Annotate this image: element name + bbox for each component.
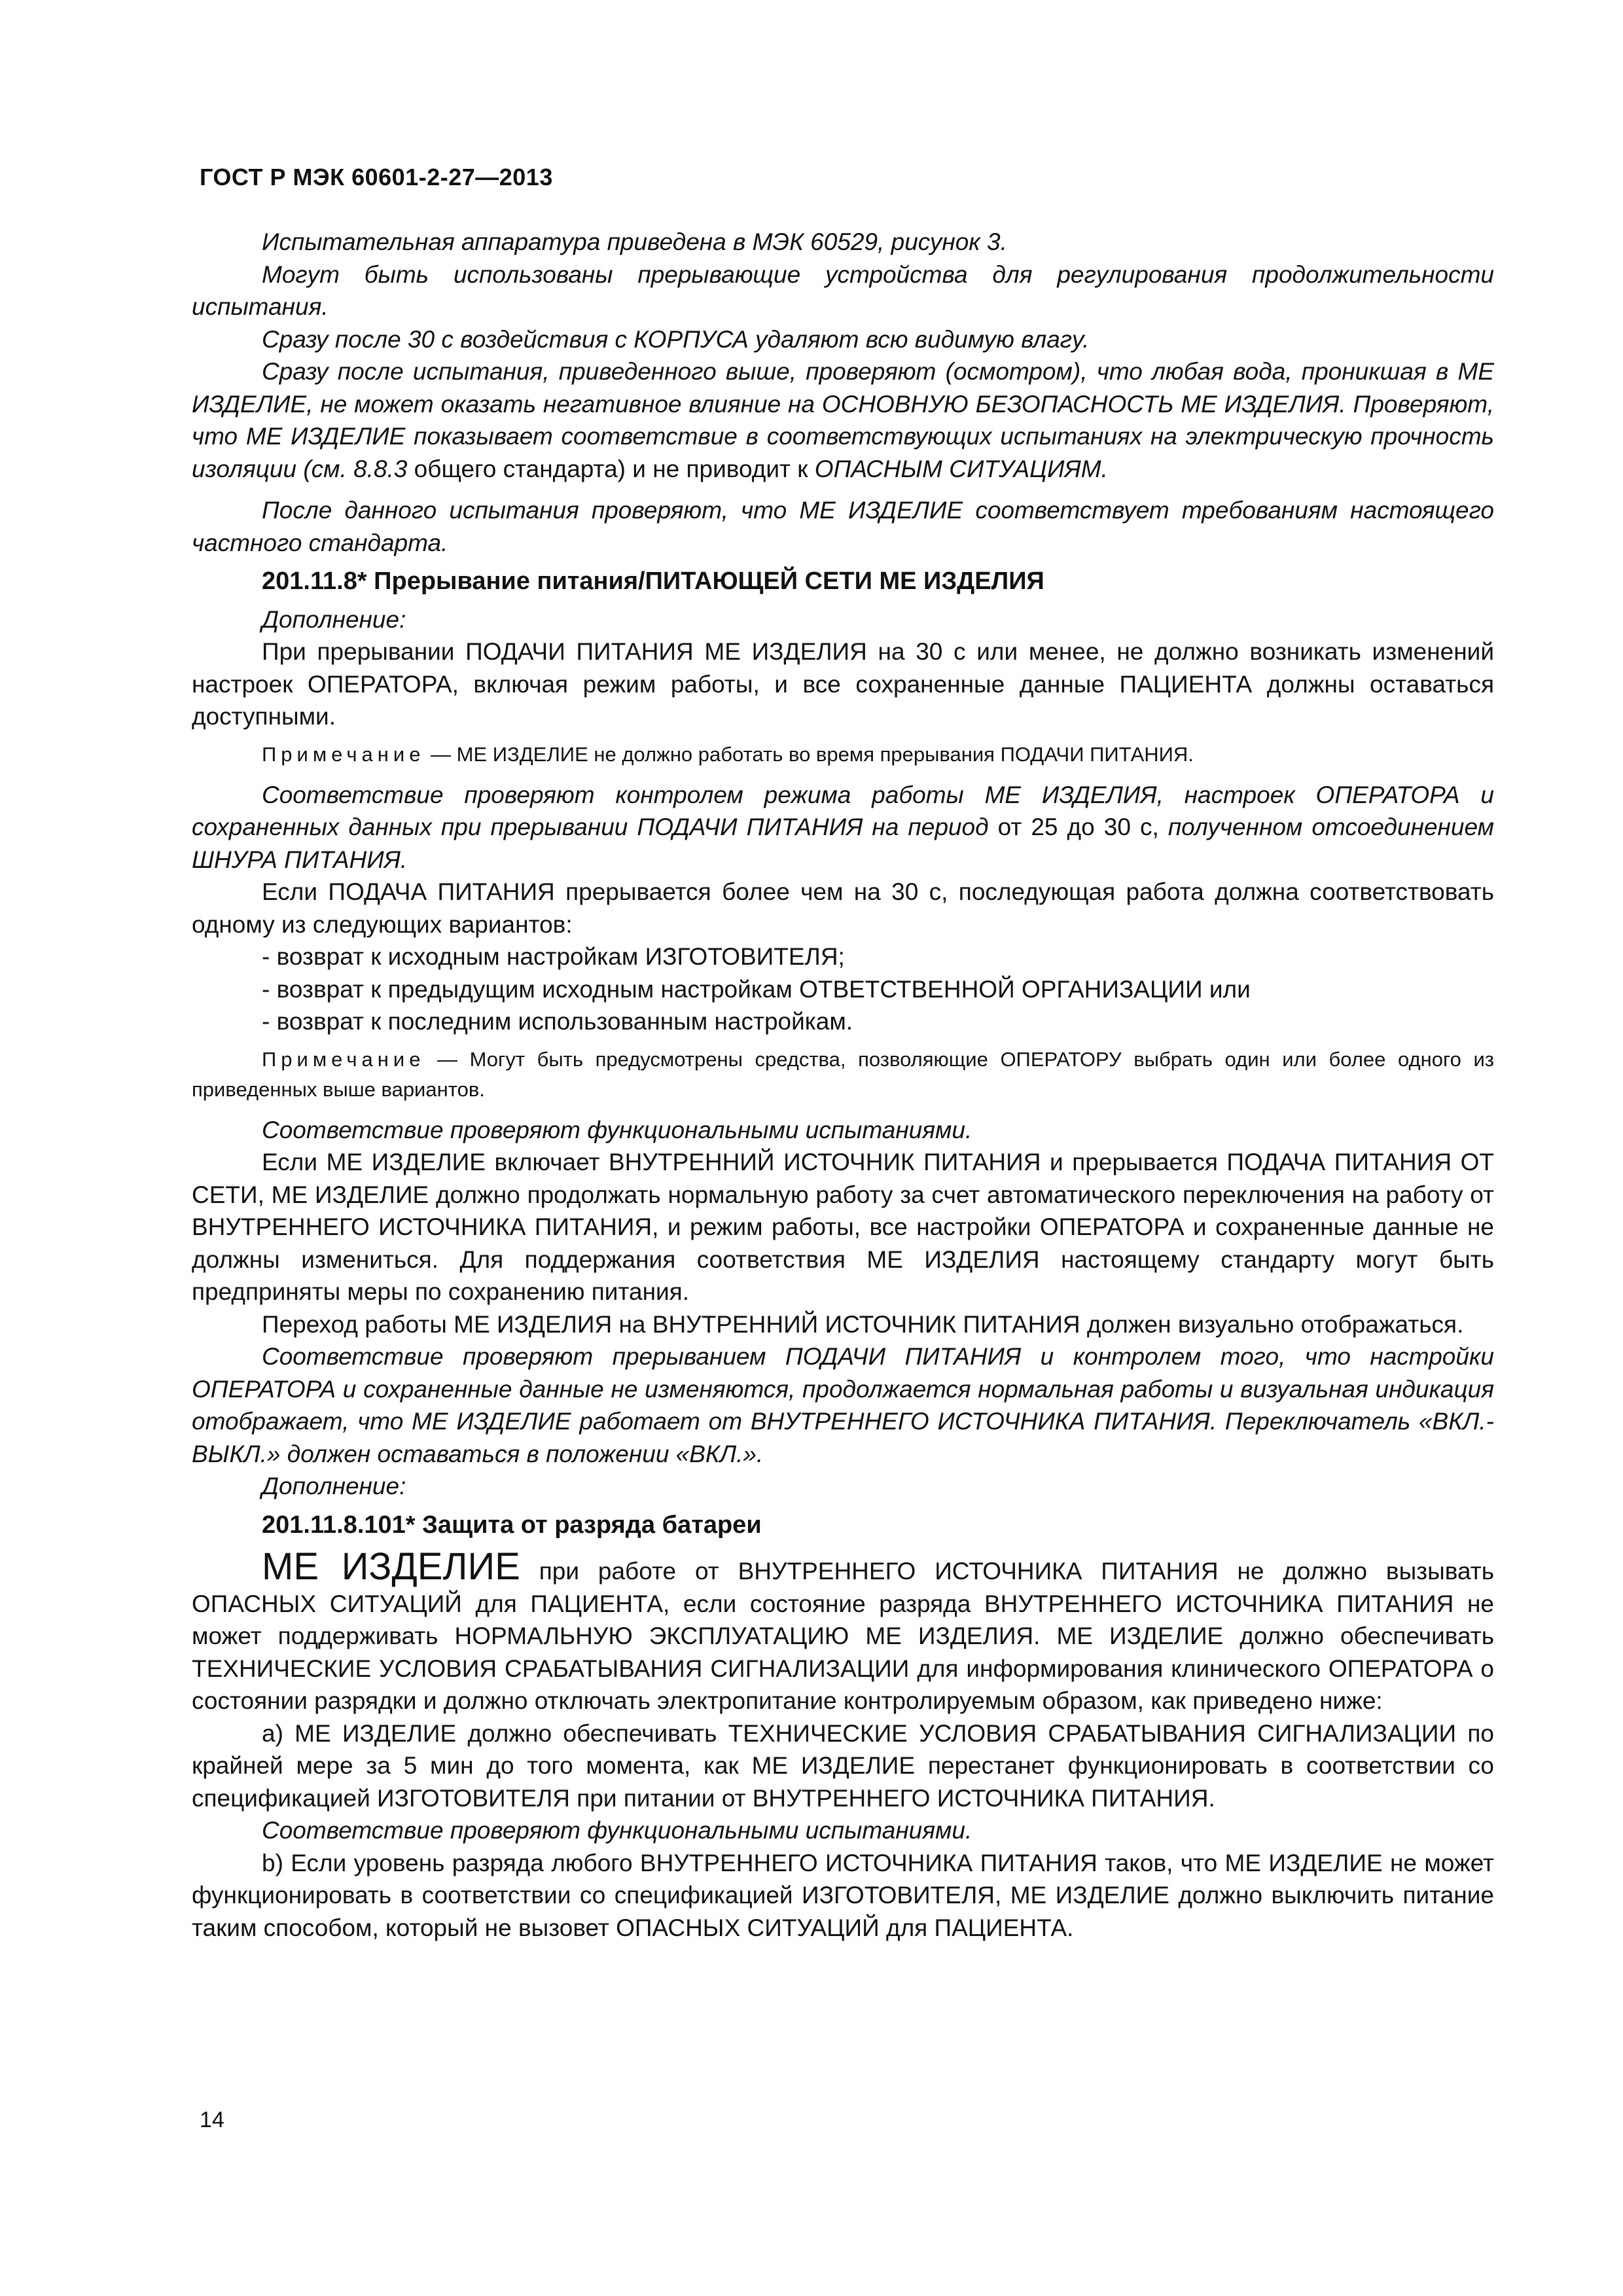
list-item: - возврат к последним использованным настройкам.: [262, 1008, 853, 1035]
paragraph: Сразу после 30 с воздействия с КОРПУСА удаляют всю видимую влагу.: [262, 325, 1090, 353]
paragraph-lead-term: МЕ ИЗДЕЛИЕ: [262, 1545, 520, 1588]
paragraph: Соответствие проверяют функциональными испытаниями.: [262, 1116, 972, 1143]
addition-label: Дополнение:: [262, 1473, 406, 1499]
note-label: Примечание: [262, 1047, 425, 1071]
paragraph-italic-part: Соответствие проверяют контролем режима работы МЕ ИЗДЕЛИЯ, настроек ОПЕРАТОРА и сохраненных данных при прерывании ПОДАЧИ ПИТАНИЯ на период: [192, 781, 1494, 840]
paragraph: Если МЕ ИЗДЕЛИЕ включает ВНУТРЕННИЙ ИСТОЧНИК ПИТАНИЯ и прерывается ПОДАЧА ПИТАНИЯ ОТ СЕТИ, МЕ ИЗДЕЛИЕ должно продолжать нормальную работу за счет автоматического переключения на работу от ВНУТРЕННЕГО ИСТОЧНИКА ПИТАНИЯ, и режим работы, все настройки ОПЕРАТОРА и сохраненные данные не должны измениться. Для поддержания соответствия МЕ ИЗДЕЛИЯ настоящему стандарту могут быть предприняты меры по сохранению питания.: [192, 1149, 1494, 1305]
paragraph-text: при работе от ВНУТРЕННЕГО ИСТОЧНИКА ПИТАНИЯ не должно вызывать ОПАСНЫХ СИТУАЦИЙ для ПАЦИЕНТА, если состояние разряда ВНУТРЕННЕГО ИСТОЧНИКА ПИТАНИЯ не может поддерживать НОРМАЛЬНУЮ ЭКСПЛУАТАЦИЮ МЕ ИЗДЕЛИЯ. МЕ ИЗДЕЛИЕ должно обеспечивать ТЕХНИЧЕСКИЕ УСЛОВИЯ СРАБАТЫВАНИЯ СИГНАЛИЗАЦИИ для информирования клинического ОПЕРАТОРА о состоянии разрядки и должно отключать электропитание контролируемым образом, как приведено ниже:: [192, 1558, 1494, 1714]
paragraph: Могут быть использованы прерывающие устройства для регулирования продолжительности испытания.: [192, 260, 1494, 320]
paragraph: [192, 779, 1494, 876]
note-label: Примечание: [262, 742, 425, 766]
section-heading: 201.11.8.101* Защита от разряда батареи: [262, 1511, 762, 1539]
paragraph: После данного испытания проверяют, что МЕ ИЗДЕЛИЕ соответствует требованиям настоящего частного стандарта.: [192, 497, 1494, 556]
note-text: — МЕ ИЗДЕЛИЕ не должно работать во время прерывания ПОДАЧИ ПИТАНИЯ.: [425, 742, 1194, 766]
addition-label: Дополнение:: [262, 605, 406, 633]
paragraph: Соответствие проверяют функциональными испытаниями.: [262, 1817, 972, 1844]
paragraph-roman-part: от 25 до 30 с,: [988, 814, 1168, 840]
paragraph-italic-part: полученном отсоединением ШНУРА ПИТАНИЯ.: [192, 814, 1494, 873]
paragraph: Если ПОДАЧА ПИТАНИЯ прерывается более чем на 30 с, последующая работа должна соответствовать одному из следующих вариантов:: [192, 878, 1494, 938]
options-list: [192, 941, 1494, 1038]
paragraph-italic-part: Сразу после испытания, приведенного выше, проверяют (осмотром), что любая вода, проникшая в МЕ ИЗДЕЛИЕ, не может оказать негативное влияние на ОСНОВНУЮ БЕЗОПАСНОСТЬ МЕ ИЗДЕЛИЯ. Проверяют, что МЕ ИЗДЕЛИЕ показывает соответствие в соответствующих испытаниях на электрическую прочность изоляции (см. 8.8.3: [192, 358, 1494, 482]
paragraph: Испытательная аппаратура приведена в МЭК 60529, рисунок 3.: [262, 228, 1007, 255]
paragraph: b) Если уровень разряда любого ВНУТРЕННЕГО ИСТОЧНИКА ПИТАНИЯ таков, что МЕ ИЗДЕЛИЕ не может функционировать в соответствии со спецификацией ИЗГОТОВИТЕЛЯ, МЕ ИЗДЕЛИЕ должно выключить питание таким способом, который не вызовет ОПАСНЫХ СИТУАЦИЙ для ПАЦИЕНТА.: [192, 1849, 1494, 1941]
list-item: - возврат к предыдущим исходным настройкам ОТВЕТСТВЕННОЙ ОРГАНИЗАЦИИ или: [262, 975, 1251, 1003]
page-number: 14: [200, 2108, 224, 2132]
paragraph-roman-part: общего стандарта) и не приводит к: [407, 455, 815, 482]
paragraph-italic-part: ОПАСНЫМ СИТУАЦИЯМ.: [814, 455, 1108, 482]
note: [192, 740, 1494, 770]
list-item: - возврат к исходным настройкам ИЗГОТОВИТЕЛЯ;: [262, 943, 845, 970]
document-body: [192, 226, 1494, 1944]
paragraph: [192, 1545, 1494, 1717]
paragraph: [192, 355, 1494, 485]
paragraph: Переход работы МЕ ИЗДЕЛИЯ на ВНУТРЕННИЙ ИСТОЧНИК ПИТАНИЯ должен визуально отображаться.: [262, 1310, 1464, 1338]
note-text: — Могут быть предусмотрены средства, позволяющие ОПЕРАТОРУ выбрать один или более одного из приведенных выше вариантов.: [192, 1047, 1494, 1101]
section-heading: 201.11.8* Прерывание питания/ПИТАЮЩЕЙ СЕТИ МЕ ИЗДЕЛИЯ: [262, 567, 1044, 595]
paragraph: При прерывании ПОДАЧИ ПИТАНИЯ МЕ ИЗДЕЛИЯ на 30 с или менее, не должно возникать изменений настроек ОПЕРАТОРА, включая режим работы, и все сохраненные данные ПАЦИЕНТА должны оставаться доступными.: [192, 638, 1494, 730]
paragraph: Соответствие проверяют прерыванием ПОДАЧИ ПИТАНИЯ и контролем того, что настройки ОПЕРАТОРА и сохраненные данные не изменяются, продолжается нормальная работы и визуальная индикация отображает, что МЕ ИЗДЕЛИЕ работает от ВНУТРЕННЕГО ИСТОЧНИКА ПИТАНИЯ. Переключатель «ВКЛ.-ВЫКЛ.» должен оставаться в положении «ВКЛ.».: [192, 1343, 1494, 1467]
document-header: ГОСТ Р МЭК 60601-2-27—2013: [200, 164, 553, 190]
paragraph: а) МЕ ИЗДЕЛИЕ должно обеспечивать ТЕХНИЧЕСКИЕ УСЛОВИЯ СРАБАТЫВАНИЯ СИГНАЛИЗАЦИИ по крайней мере за 5 мин до того момента, как МЕ ИЗДЕЛИЕ перестанет функционировать в соответствии со спецификацией ИЗГОТОВИТЕЛЯ при питании от ВНУТРЕННЕГО ИСТОЧНИКА ПИТАНИЯ.: [192, 1719, 1494, 1812]
note: [192, 1045, 1494, 1105]
